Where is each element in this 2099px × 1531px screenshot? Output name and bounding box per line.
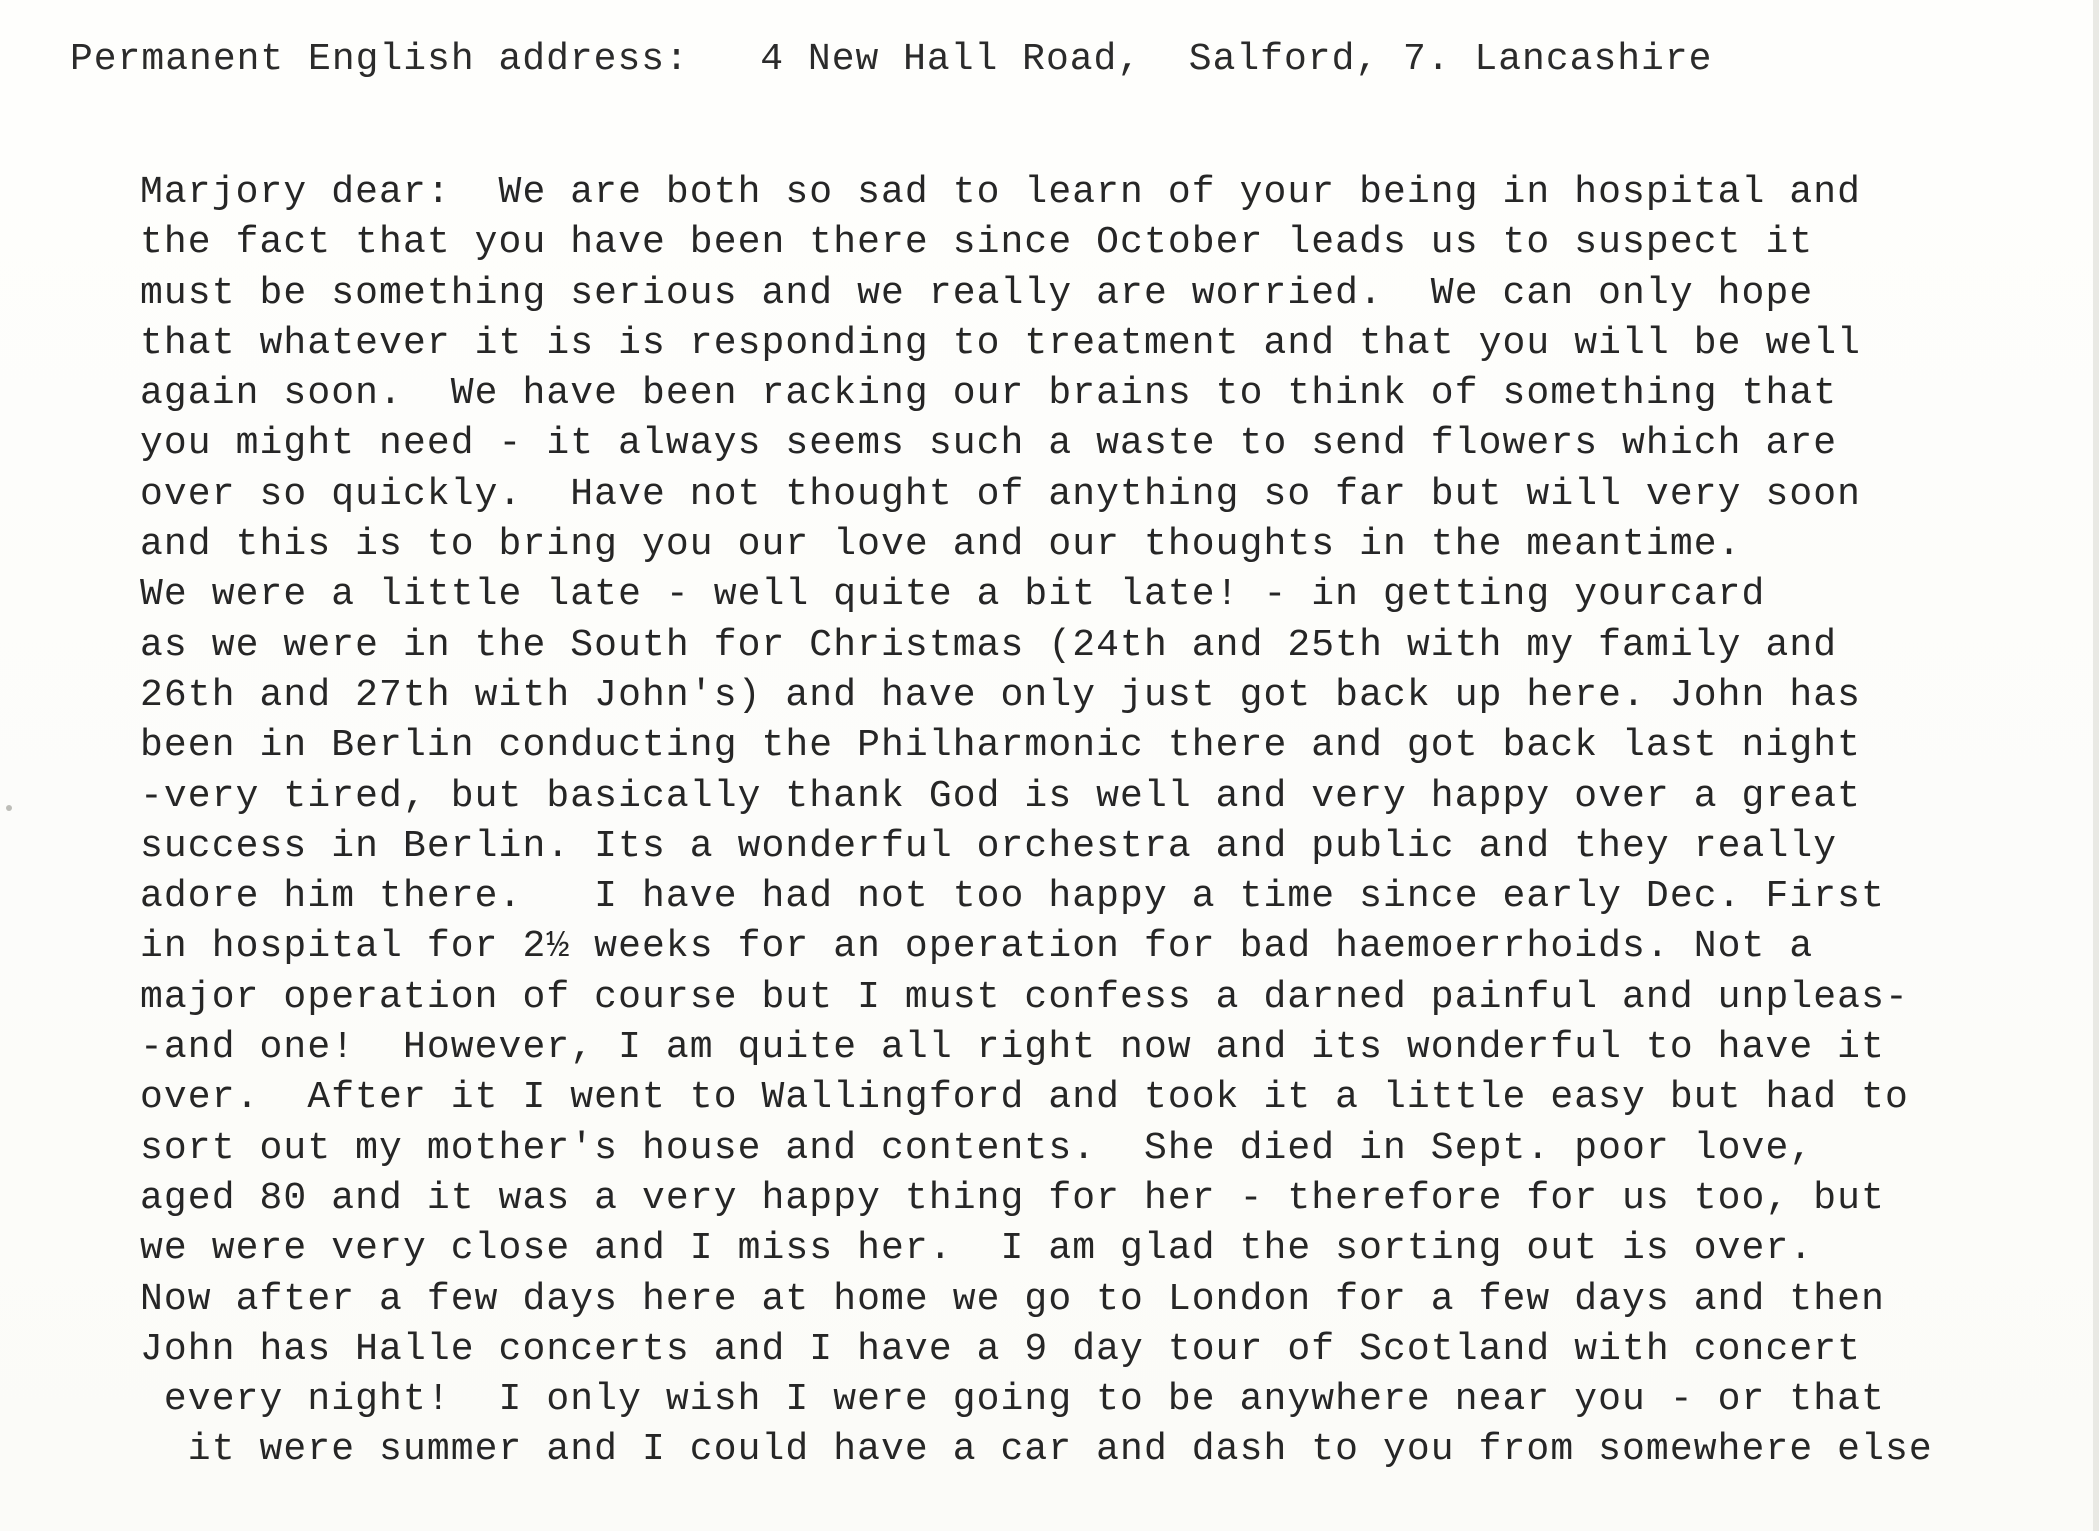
letter-line: it were summer and I could have a car and dash to you from somewhere else — [140, 1428, 1933, 1472]
margin-mark — [6, 805, 12, 811]
permanent-address: Permanent English address: 4 New Hall Road, Salford, 7. Lancashire — [70, 38, 1713, 81]
letter-line: aged 80 and it was a very happy thing for her - therefore for us too, but — [140, 1176, 1885, 1220]
letter-line: every night! I only wish I were going to be anywhere near you - or that — [140, 1378, 1885, 1422]
letter-line: success in Berlin. Its a wonderful orchestra and public and they really — [140, 824, 1838, 868]
letter-line: Now after a few days here at home we go to London for a few days and then — [140, 1277, 1885, 1321]
letter-line: been in Berlin conducting the Philharmonic there and got back last night — [140, 724, 1862, 768]
paper-edge — [2093, 0, 2099, 1531]
letter-line: -very tired, but basically thank God is well and very happy over a great — [140, 774, 1862, 818]
letter-line: the fact that you have been there since October leads us to suspect it — [140, 221, 1814, 265]
letter-line: that whatever it is is responding to treatment and that you will be well — [140, 321, 1862, 365]
letter-line: major operation of course but I must confess a darned painful and unpleas- — [140, 975, 1909, 1019]
letter-line: you might need - it always seems such a waste to send flowers which are — [140, 422, 1838, 466]
letter-line: over so quickly. Have not thought of anything so far but will very soon — [140, 472, 1862, 516]
letter-line: We were a little late - well quite a bit late! - in getting yourcard — [140, 573, 1766, 617]
letter-line: must be something serious and we really are worried. We can only hope — [140, 271, 1814, 315]
letter-line: Marjory dear: We are both so sad to learn of your being in hospital and — [140, 171, 1862, 214]
letter-line: over. After it I went to Wallingford and took it a little easy but had to — [140, 1076, 1909, 1120]
letter-line: John has Halle concerts and I have a 9 day tour of Scotland with concert — [140, 1327, 1862, 1371]
letter-line: we were very close and I miss her. I am glad the sorting out is over. — [140, 1227, 1814, 1271]
letter-line: again soon. We have been racking our brains to think of something that — [140, 372, 1838, 416]
letter-line: and this is to bring you our love and our thoughts in the meantime. — [140, 523, 1742, 567]
letter-line: 26th and 27th with John's) and have only just got back up here. John has — [140, 673, 1862, 717]
letter-line: in hospital for 2½ weeks for an operation for bad haemoerrhoids. Not a — [140, 925, 1814, 969]
letter-line: adore him there. I have had not too happy a time since early Dec. First — [140, 875, 1885, 919]
letter-line: sort out my mother's house and contents. She died in Sept. poor love, — [140, 1126, 1814, 1170]
letter-body — [140, 168, 2070, 1476]
letter-line: as we were in the South for Christmas (24th and 25th with my family and — [140, 623, 1838, 667]
letter-line: -and one! However, I am quite all right now and its wonderful to have it — [140, 1026, 1885, 1070]
